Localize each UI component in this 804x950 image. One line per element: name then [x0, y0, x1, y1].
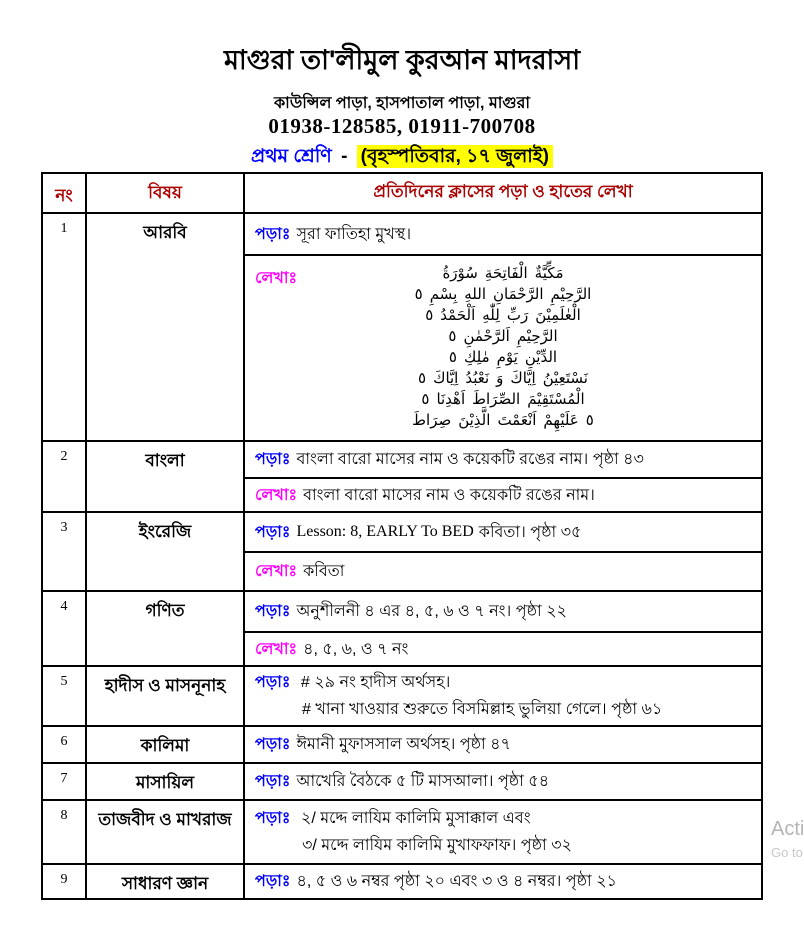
table-header-row — [43, 174, 761, 212]
read-cell — [245, 727, 761, 762]
subject-cell: হাদীস ও মাসনূনাহ — [87, 667, 245, 725]
read-label: পড়াঃ — [255, 810, 291, 827]
subject-cell: মাসায়িল — [87, 764, 245, 799]
read-label: পড়াঃ — [255, 225, 291, 243]
read-label: পড়াঃ — [255, 523, 291, 541]
read-label: পড়াঃ — [255, 451, 291, 468]
subject-cell: কালিমা — [87, 727, 245, 762]
subject-cell: আরবি — [87, 214, 245, 440]
table-row — [43, 863, 761, 898]
table-row — [43, 725, 761, 762]
subject-cell: গণিত — [87, 592, 245, 665]
table-row — [43, 440, 761, 511]
address-line: কাউন্সিল পাড়া, হাসপাতাল পাড়া, মাগুরা — [273, 95, 531, 112]
class-line — [0, 142, 804, 174]
read-label: পড়াঃ — [255, 674, 291, 691]
header-subject: বিষয় — [87, 174, 245, 212]
lesson-table — [41, 172, 763, 900]
read-text: অনুশীলনী ৪ এর ৪, ৫, ৬ ও ৭ নং। পৃষ্ঠা ২২ — [296, 603, 567, 620]
write-label: লেখাঃ — [255, 270, 298, 287]
write-text: বাংলা বারো মাসের নাম ও কয়েকটি রঙের নাম। — [303, 486, 595, 504]
table-row — [43, 212, 761, 440]
read-text-english: Lesson: 8, EARLY To BED — [296, 523, 474, 540]
subject-cell: বাংলা — [87, 442, 245, 511]
row-number: 3 — [43, 513, 87, 590]
arabic-surah-block: سُوْرَةُ الْفَاتِحَةِ مَكِّيَّةٌ ٥ بِسْمِ اللهِ الرَّحْمَانِ الرَّحِيْمِ ٥ اَلْحَمْدُ لِلّٰهِ رَبِّ الْعٰلَمِيْنَ ٥ اَلرَّحْمٰنِ الرَّحِيْمِ ٥ مٰلِكِ يَوْمِ الدِّيْنِ ٥ اِيَّاكَ نَعْبُدُ وَ اِيَّاكَ نَسْتَعِيْنُ ٥ اَهْدِنَا الصِّرَاطَ الْمُسْتَقِيْمَ صِرَاطَ الَّذِيْنَ اَنْعَمْتَ عَلَيْهِمْ ٥ — [412, 264, 594, 429]
watermark-activate-text: Acti — [771, 818, 804, 840]
write-cell — [245, 477, 761, 511]
read-label: পড়াঃ — [255, 873, 291, 890]
subject-cell: ইংরেজি — [87, 513, 245, 590]
read-cell — [245, 764, 761, 799]
class-separator: - — [341, 146, 348, 167]
read-cell — [245, 513, 761, 551]
write-label: লেখাঃ — [255, 640, 298, 658]
class-name: প্রথম শ্রেণি — [251, 146, 332, 167]
read-cell — [245, 801, 761, 863]
read-text: কবিতা। পৃষ্ঠা ৩৫ — [478, 523, 582, 541]
windows-activation-watermark — [771, 818, 804, 860]
read-text: আখেরি বৈঠকে ৫ টি মাসআলা। পৃষ্ঠা ৫৪ — [296, 773, 550, 790]
read-text: বাংলা বারো মাসের নাম ও কয়েকটি রঙের নাম। পৃষ্ঠা ৪৩ — [296, 451, 644, 468]
row-number: 2 — [43, 442, 87, 511]
watermark-goto-text: Go to — [771, 845, 803, 860]
write-label: লেখাঃ — [255, 563, 298, 580]
read-text-line2: # খানা খাওয়ার শুরুতে বিসমিল্লাহ ভুলিয়া গেলে। পৃষ্ঠা ৬১ — [302, 701, 663, 718]
subject-cell: সাধারণ জ্ঞান — [87, 865, 245, 898]
row-number: 1 — [43, 214, 87, 440]
read-label: পড়াঃ — [255, 773, 291, 790]
class-date-highlight: (বৃহস্পতিবার, ১৭ জুলাই) — [357, 145, 553, 168]
header-content: প্রতিদিনের ক্লাসের পড়া ও হাতের লেখা — [373, 182, 633, 201]
row-number: 8 — [43, 801, 87, 863]
table-row — [43, 590, 761, 665]
read-label: পড়াঃ — [255, 736, 291, 753]
row-number: 5 — [43, 667, 87, 725]
row-number: 9 — [43, 865, 87, 898]
read-cell — [245, 214, 761, 254]
write-cell — [245, 631, 761, 665]
read-text: ২/ মদ্দে লাযিম কালিমি মুসাক্কাল এবং — [300, 810, 531, 827]
read-text: ৪, ৫ ও ৬ নম্বর পৃষ্ঠা ২০ এবং ৩ ও ৪ নম্বর। পৃষ্ঠা ২১ — [296, 873, 617, 890]
row-number: 4 — [43, 592, 87, 665]
read-label: পড়াঃ — [255, 603, 291, 620]
phone-numbers: 01938-128585, 01911-700708 — [268, 114, 536, 138]
write-label: লেখাঃ — [255, 486, 298, 504]
read-cell — [245, 865, 761, 898]
read-cell — [245, 442, 761, 477]
row-number: 7 — [43, 764, 87, 799]
table-row — [43, 665, 761, 725]
madrasa-title: মাগুরা তা'লীমুল কুরআন মাদরাসা — [223, 45, 581, 75]
header-no: নং — [43, 174, 87, 212]
row-number: 6 — [43, 727, 87, 762]
write-text: কবিতা — [303, 563, 345, 580]
read-text-line2: ৩/ মদ্দে লাযিম কালিমি মুখাফফাফ। পৃষ্ঠা ৩২ — [302, 837, 572, 854]
table-row — [43, 799, 761, 863]
read-text: # ২৯ নং হাদীস অর্থসহ। — [300, 674, 451, 691]
read-cell — [245, 667, 761, 725]
table-row — [43, 762, 761, 799]
read-text: সূরা ফাতিহা মুখস্থ। — [296, 225, 412, 243]
write-cell — [245, 551, 761, 590]
table-row — [43, 511, 761, 590]
write-cell — [245, 254, 761, 440]
read-text: ঈমানী মুফাসসাল অর্থসহ। পৃষ্ঠা ৪৭ — [296, 736, 511, 753]
subject-cell: তাজবীদ ও মাখরাজ — [87, 801, 245, 863]
write-text: ৪, ৫, ৬, ও ৭ নং — [303, 640, 409, 658]
read-cell — [245, 592, 761, 631]
